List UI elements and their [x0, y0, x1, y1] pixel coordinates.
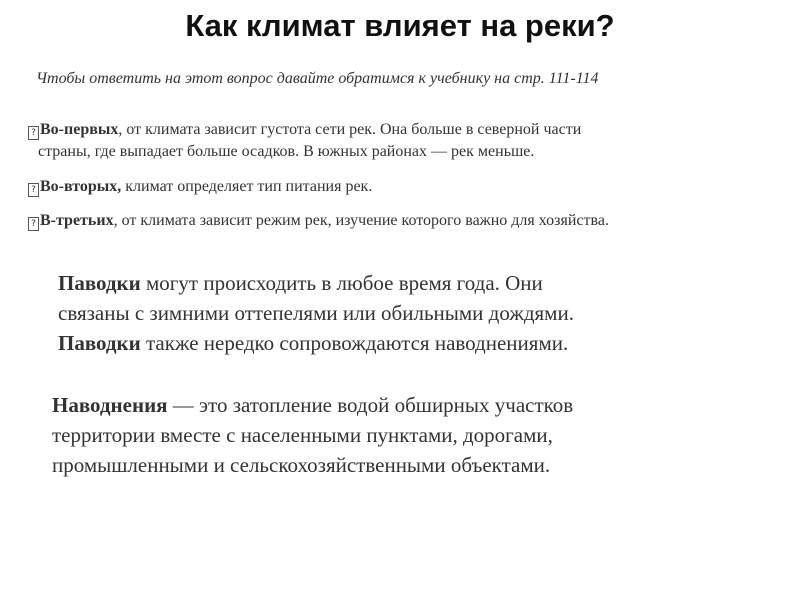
bullet-text: климат определяет тип питания рек. — [121, 178, 373, 195]
paragraph-line — [52, 390, 772, 420]
bullet-lead: Во-вторых, — [40, 178, 122, 195]
page-title: Как климат влияет на реки? — [185, 8, 615, 43]
paragraph-line: промышленными и сельскохозяйственными объектами. — [52, 453, 551, 477]
term-inundation: Наводнения — [52, 393, 168, 417]
floods-paragraph — [58, 268, 778, 358]
bullet-lead: Во-первых — [40, 121, 119, 138]
bullet-text: , от климата зависит густота сети рек. Она больше в северной части — [118, 121, 582, 138]
bullet-lead: В-третьих — [40, 212, 114, 229]
paragraph-line: связаны с зимними оттепелями или обильными дождями. — [58, 301, 574, 325]
bullet-marker-icon: ? — [28, 183, 39, 197]
paragraph-text: могут происходить в любое время года. Они — [140, 271, 543, 295]
bullet-text: , от климата зависит режим рек, изучение которого важно для хозяйства. — [113, 212, 609, 229]
bullet-text-continued: страны, где выпадает больше осадков. В южных районах — рек меньше. — [38, 143, 535, 160]
paragraph-line — [58, 268, 778, 298]
term-floods: Паводки — [58, 331, 141, 355]
bullet-third — [28, 210, 768, 232]
paragraph-line — [58, 328, 778, 358]
bullet-first — [28, 119, 768, 163]
bullet-second — [28, 176, 768, 198]
paragraph-text: также нередко сопровождаются наводнениями. — [140, 331, 569, 355]
bullet-marker-icon: ? — [28, 126, 39, 140]
bullet-marker-icon: ? — [28, 217, 39, 231]
subtitle: Чтобы ответить на этот вопрос давайте обратимся к учебнику на стр. 111-114 — [36, 70, 599, 87]
inundation-paragraph — [52, 390, 772, 480]
paragraph-text: — это затопление водой обширных участков — [167, 393, 574, 417]
term-floods: Паводки — [58, 271, 141, 295]
paragraph-line: территории вместе с населенными пунктами, дорогами, — [52, 423, 553, 447]
